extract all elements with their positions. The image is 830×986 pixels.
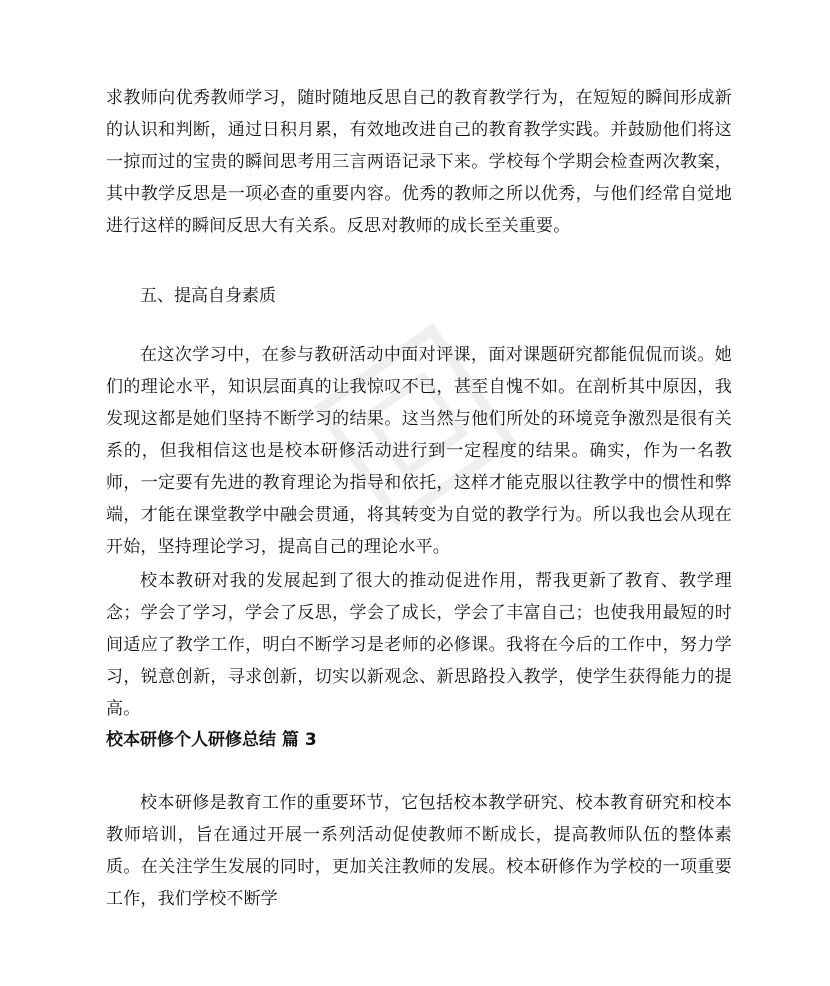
body-paragraph: 在这次学习中，在参与教研活动中面对评课，面对课题研究都能侃侃而谈。她们的理论水平，知识层面真的让我惊叹不已，甚至自愧不如。在剖析其中原因，我发现这都是她们坚持不断学习的结果。这当然与他们所处的环境竞争激烈是很有关系的，但我相信这也是校本研修活动进行到一定程度的结果。确实，作为一名教师，一定要有先进的教育理论为指导和依托，这样才能克服以往教学中的惯性和弊端，才能在课堂教学中融会贯通，将其转变为自觉的教学行为。所以我也会从现在开始，坚持理论学习，提高自己的理论水平。 <box>106 345 732 557</box>
body-paragraph: 求教师向优秀教师学习，随时随地反思自己的教育教学行为，在短短的瞬间形成新的认识和判断，通过日积月累，有效地改进自己的教育教学实践。并鼓励他们将这一掠而过的宝贵的瞬间思考用三言两语记录下来。学校每个学期会检查两次教案，其中教学反思是一项必查的重要内容。优秀的教师之所以优秀，与他们经常自觉地进行这样的瞬间反思大有关系。反思对教师的成长至关重要。 <box>106 88 732 236</box>
article-title: 校本研修个人研修总结 篇 3 <box>106 730 317 750</box>
body-paragraph: 校本教研对我的发展起到了很大的推动促进作用，帮我更新了教育、教学理念；学会了学习，学会了反思，学会了成长，学会了丰富自己；也使我用最短的时间适应了教学工作，明白不断学习是老师的必修课。我将在今后的工作中，努力学习，锐意创新，寻求创新，切实以新观念、新思路投入教学，使学生获得能力的提高。 <box>106 571 732 719</box>
body-paragraph: 校本研修是教育工作的重要环节，它包括校本教学研究、校本教育研究和校本教师培训，旨在通过开展一系列活动促使教师不断成长，提高教师队伍的整体素质。在关注学生发展的同时，更加关注教师的发展。校本研修作为学校的一项重要工作，我们学校不断学 <box>106 793 732 909</box>
section-heading: 五、提高自身素质 <box>140 286 276 306</box>
